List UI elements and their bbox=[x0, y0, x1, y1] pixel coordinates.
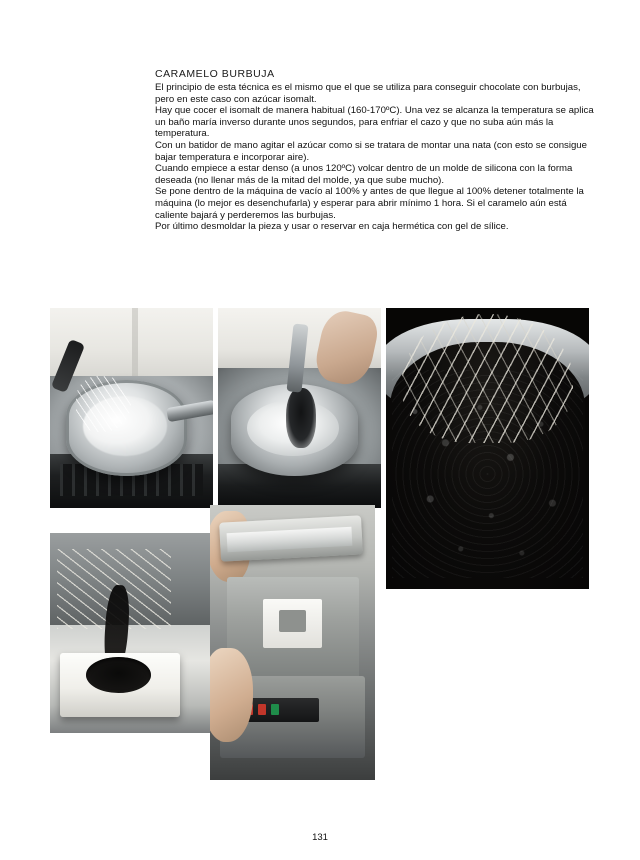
recipe-paragraph-2: Hay que cocer el isomalt de manera habitual (160-170ºC). Una vez se alcanza la temperatura se aplica un baño maría inverso durante unos segundos, para enfriar el cazo y que no suba aún más la temperatura. bbox=[155, 105, 594, 140]
photo-image-5 bbox=[210, 505, 375, 780]
photo-whisking-pan-stove bbox=[50, 308, 213, 508]
photo-image-1 bbox=[50, 308, 213, 508]
photo-vacuum-machine bbox=[210, 505, 375, 780]
recipe-paragraph-5: Se pone dentro de la máquina de vacío al 100% y antes de que llegue al 100% detener totalmente la máquina (lo mejor es desenchufarla) y esperar para abrir mínimo 1 hora. Si el caramelo aún está caliente bajará y perderemos las burbujas. bbox=[155, 186, 584, 221]
photo-whisk-incorporating-air bbox=[218, 308, 381, 508]
photo-image-3 bbox=[386, 308, 589, 589]
photo-image-2 bbox=[218, 308, 381, 508]
whisk-wires bbox=[286, 388, 315, 448]
recipe-paragraph-4: Cuando empiece a estar denso (a unos 120ºC) volcar dentro de un molde de silicona con la forma deseada (no llenar más de la mitad del molde, ya que sube mucho). bbox=[155, 163, 573, 186]
recipe-text-block bbox=[155, 68, 595, 233]
recipe-title: CARAMELO BURBUJA bbox=[155, 68, 275, 80]
photo-bubbling-caramel-closeup bbox=[386, 308, 589, 589]
indicator-light-red-2 bbox=[258, 704, 266, 715]
recipe-paragraph-6: Por último desmoldar la pieza y usar o reservar en caja hermética con gel de sílice. bbox=[155, 221, 509, 233]
recipe-paragraph-3: Con un batidor de mano agitar el azúcar como si se tratara de montar una nata (con esto se consigue bajar temperatura e incorporar aire). bbox=[155, 139, 587, 163]
photo-image-4 bbox=[50, 533, 213, 733]
mold-cavity bbox=[86, 657, 151, 693]
mold-cavity bbox=[279, 610, 305, 632]
recipe-paragraph-1: El principio de esta técnica es el mismo que el que se utiliza para conseguir chocolate con burbujas, pero en este caso con azúcar isomalt. bbox=[155, 82, 581, 105]
photo-pouring-into-silicone-mold bbox=[50, 533, 213, 733]
indicator-light-green bbox=[271, 704, 279, 715]
whisk-wires bbox=[402, 314, 573, 443]
page-number: 131 bbox=[312, 832, 328, 843]
